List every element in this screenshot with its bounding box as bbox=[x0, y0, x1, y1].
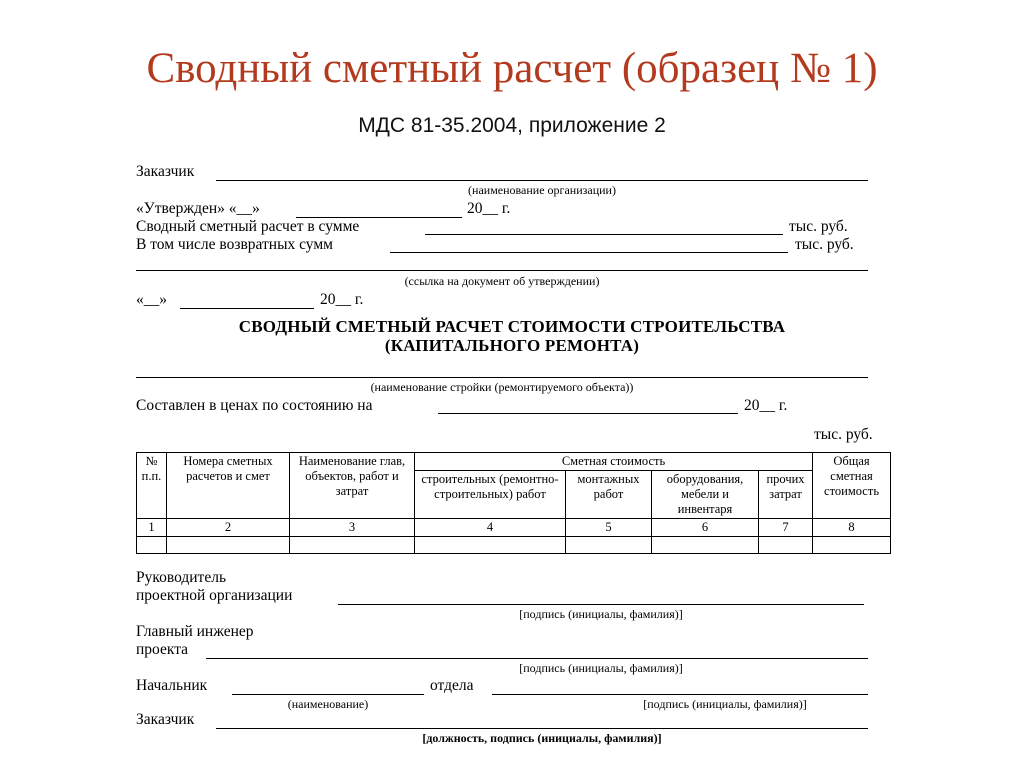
object-caption: (наименование стройки (ремонтируемого объекта)) bbox=[370, 380, 634, 394]
approved-year: 20__ г. bbox=[467, 200, 511, 217]
sum-label: Сводный сметный расчет в сумме bbox=[136, 218, 360, 235]
sum-unit: тыс. руб. bbox=[789, 218, 848, 235]
col-header-calc: Номера сметных расчетов и смет bbox=[167, 453, 290, 519]
col-header-construction: строительных (ремонтно-строительных) работ bbox=[415, 471, 566, 519]
approved-label: «Утвержден» «__» bbox=[136, 200, 260, 217]
head-signature-line bbox=[338, 604, 864, 605]
col-number: 1 bbox=[137, 519, 167, 537]
engineer-label-2: проекта bbox=[136, 641, 189, 658]
col-number: 5 bbox=[566, 519, 652, 537]
prices-label: Составлен в ценах по состоянию на bbox=[136, 397, 373, 414]
col-number: 6 bbox=[652, 519, 759, 537]
sum-line bbox=[425, 234, 783, 235]
name-caption: (наименование) bbox=[287, 697, 369, 711]
doc-ref-caption: (ссылка на документ об утверждении) bbox=[404, 274, 600, 288]
table-row bbox=[137, 537, 891, 554]
refund-line bbox=[390, 252, 788, 253]
col-header-install: монтажных работ bbox=[566, 471, 652, 519]
customer-sign-label: Заказчик bbox=[136, 711, 195, 728]
customer-label: Заказчик bbox=[136, 163, 195, 180]
object-line bbox=[136, 377, 868, 378]
col-header-other: прочих затрат bbox=[759, 471, 813, 519]
currency-note: тыс. руб. bbox=[814, 426, 873, 443]
table-cell bbox=[652, 537, 759, 554]
chief-signature-line bbox=[492, 694, 868, 695]
engineer-label-1: Главный инженер bbox=[136, 623, 254, 640]
customer-line bbox=[216, 180, 868, 181]
table-cell bbox=[759, 537, 813, 554]
customer-signature-line bbox=[216, 728, 868, 729]
col-number: 2 bbox=[167, 519, 290, 537]
col-number: 8 bbox=[813, 519, 891, 537]
dept-label: отдела bbox=[430, 677, 474, 694]
col-header-name: Наименование глав, объектов, работ и затрат bbox=[290, 453, 415, 519]
col-number: 4 bbox=[415, 519, 566, 537]
doc-ref-line bbox=[136, 270, 868, 271]
head-label-1: Руководитель bbox=[136, 569, 227, 586]
date-year: 20__ г. bbox=[320, 291, 364, 308]
col-header-equipment: оборудования, мебели и инвентаря bbox=[652, 471, 759, 519]
slide-subtitle: МДС 81-35.2004, приложение 2 bbox=[358, 114, 666, 137]
customer-caption: [должность, подпись (инициалы, фамилия)] bbox=[422, 731, 662, 745]
prices-line bbox=[438, 413, 738, 414]
engineer-signature-line bbox=[206, 658, 868, 659]
table-header-row bbox=[137, 453, 891, 471]
date-label: «__» bbox=[136, 291, 167, 308]
col-header-total: Общая сметная стоимость bbox=[813, 453, 891, 519]
table-cell bbox=[290, 537, 415, 554]
col-header-cost-group: Сметная стоимость bbox=[415, 453, 813, 471]
table-cell bbox=[167, 537, 290, 554]
chief-caption: [подпись (инициалы, фамилия)] bbox=[643, 697, 807, 711]
chief-label: Начальник bbox=[136, 677, 208, 694]
date-line bbox=[180, 308, 314, 309]
table-cell bbox=[813, 537, 891, 554]
engineer-caption: [подпись (инициалы, фамилия)] bbox=[519, 661, 683, 675]
estimate-subheading: (КАПИТАЛЬНОГО РЕМОНТА) bbox=[384, 336, 640, 355]
org-caption: (наименование организации) bbox=[468, 183, 616, 197]
col-header-no: № п.п. bbox=[137, 453, 167, 519]
table-cell bbox=[137, 537, 167, 554]
prices-year: 20__ г. bbox=[744, 397, 788, 414]
col-number: 3 bbox=[290, 519, 415, 537]
head-label-2: проектной организации bbox=[136, 587, 293, 604]
col-number: 7 bbox=[759, 519, 813, 537]
table-cell bbox=[415, 537, 566, 554]
refund-unit: тыс. руб. bbox=[795, 236, 854, 253]
head-caption: [подпись (инициалы, фамилия)] bbox=[519, 607, 683, 621]
table-cell bbox=[566, 537, 652, 554]
table-number-row bbox=[137, 519, 891, 537]
chief-name-line bbox=[232, 694, 424, 695]
estimate-heading: СВОДНЫЙ СМЕТНЫЙ РАСЧЕТ СТОИМОСТИ СТРОИТЕЛЬСТВА bbox=[238, 317, 786, 336]
refund-label: В том числе возвратных сумм bbox=[136, 236, 333, 253]
estimate-table bbox=[136, 452, 891, 554]
slide-title: Сводный сметный расчет (образец № 1) bbox=[146, 45, 878, 92]
